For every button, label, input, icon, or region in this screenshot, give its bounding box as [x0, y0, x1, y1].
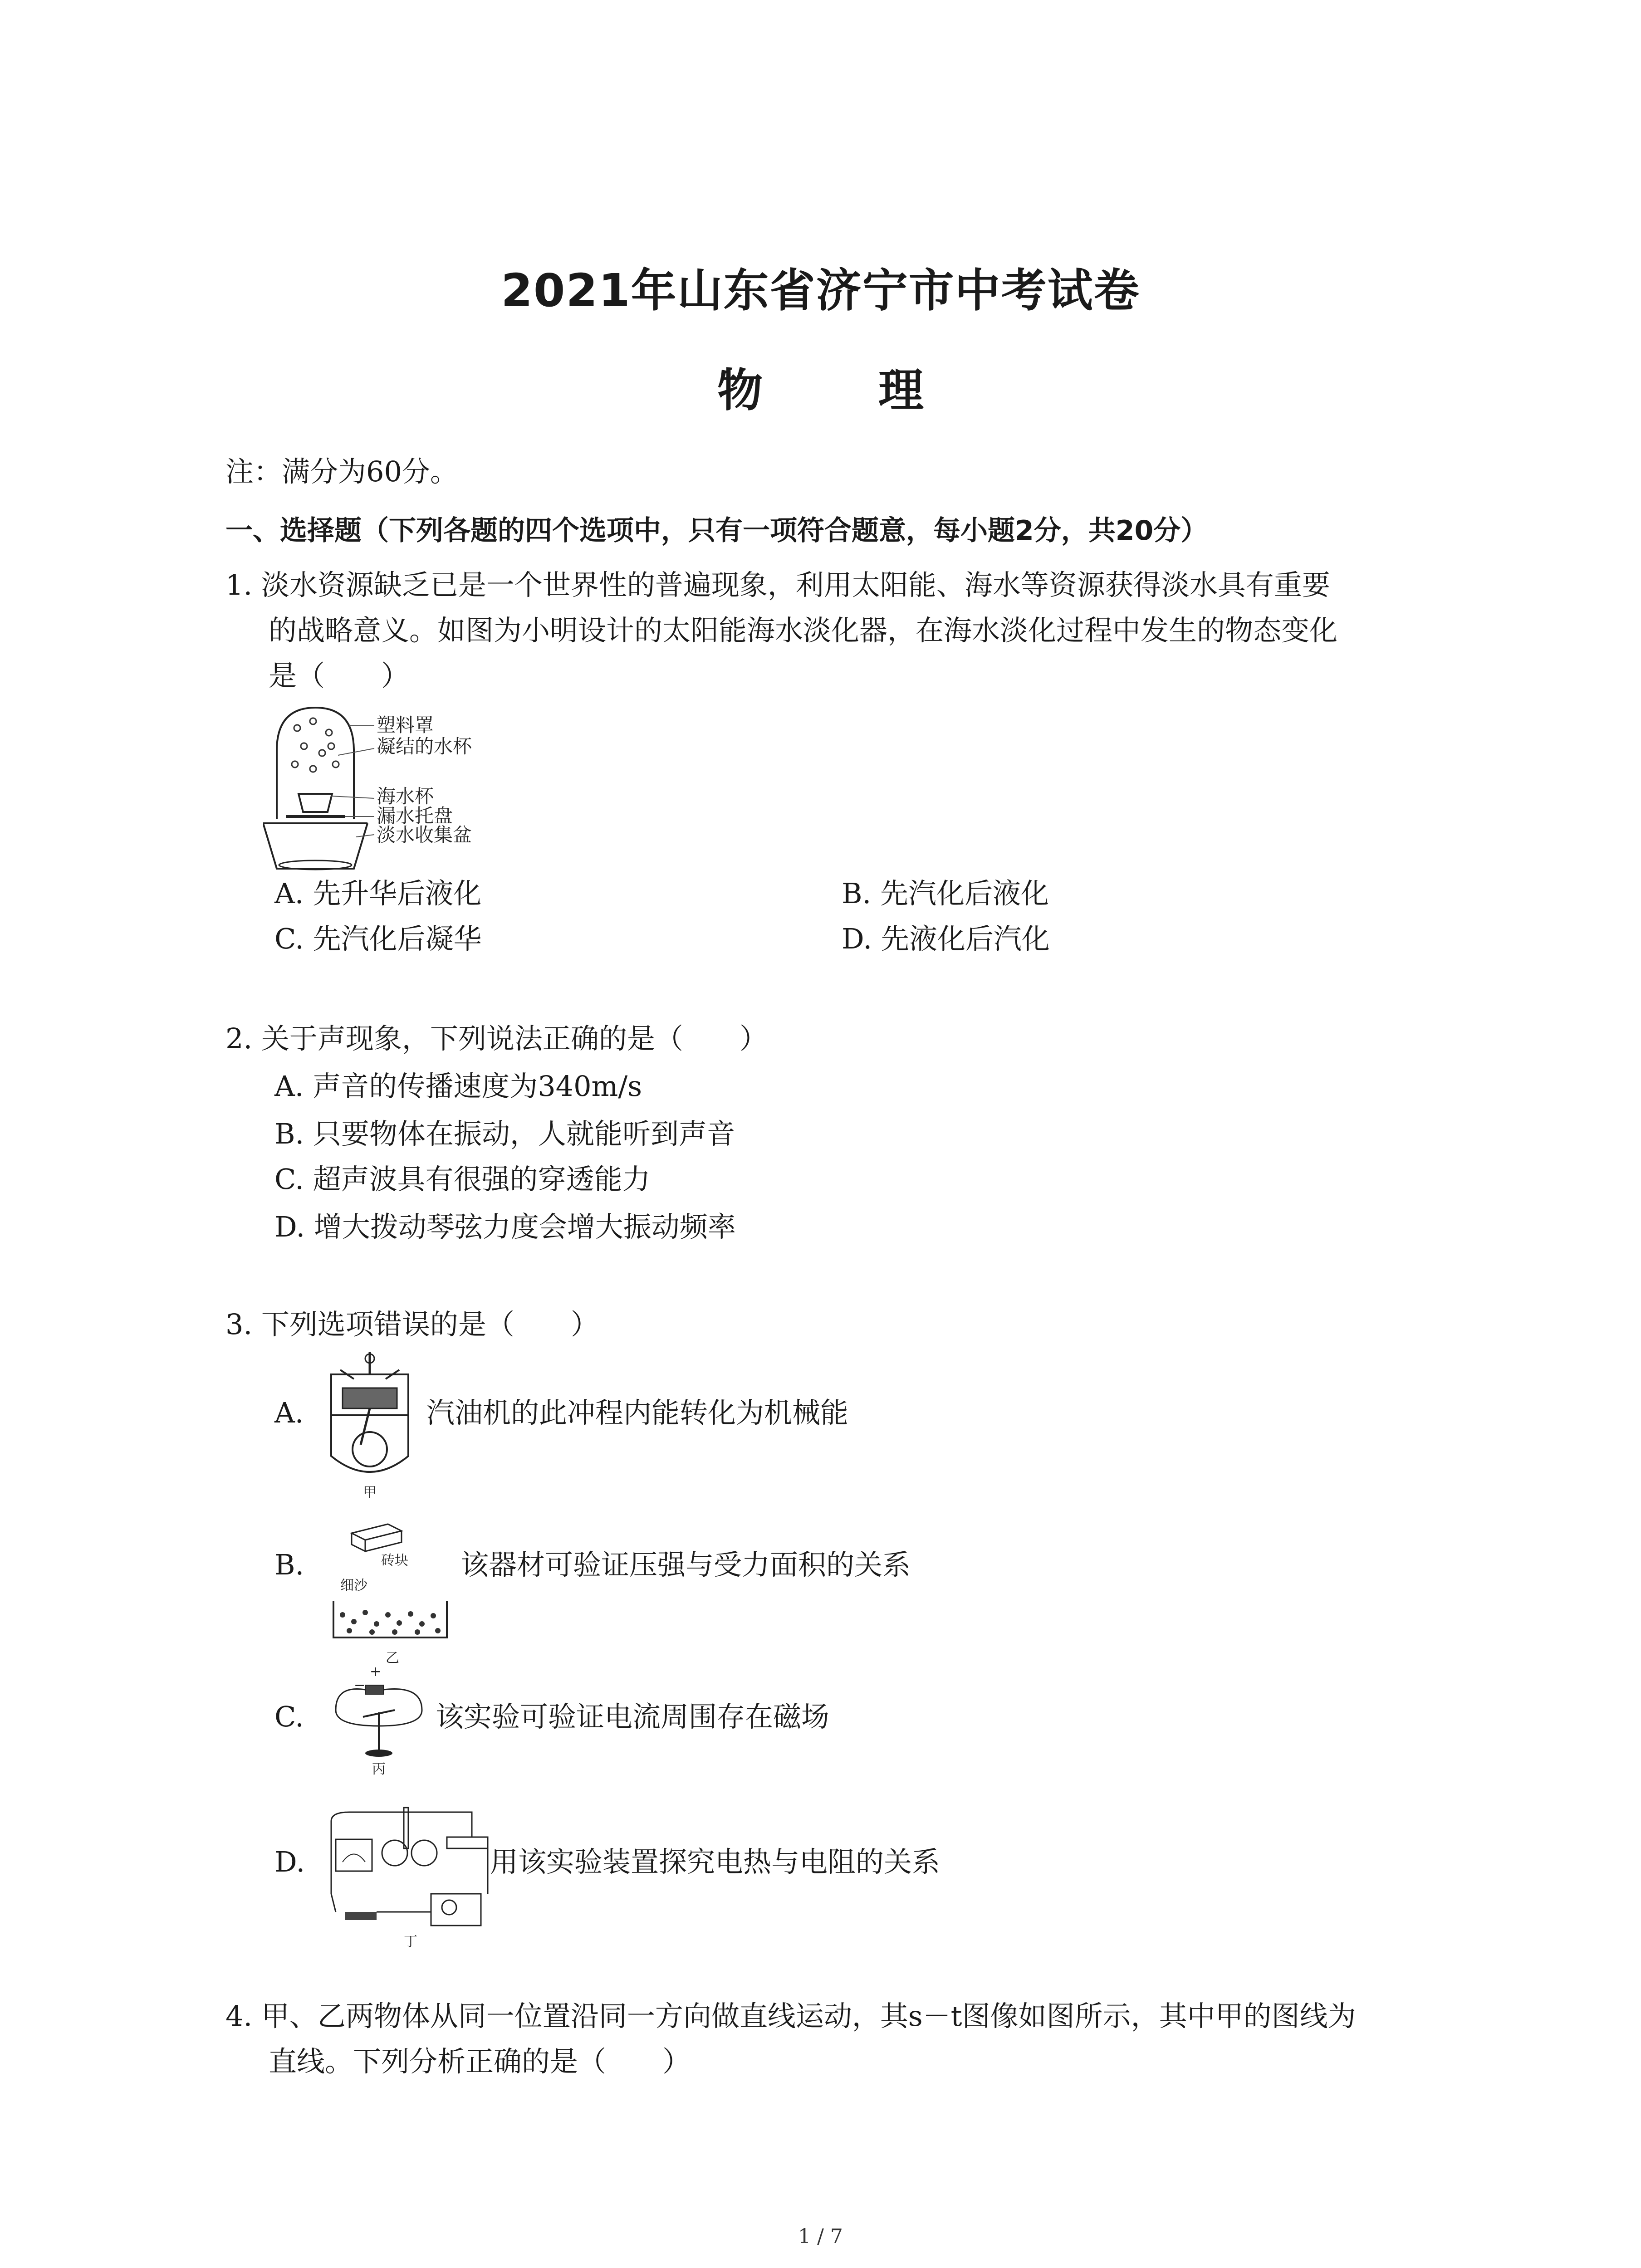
fig-label-condensing-cup: 凝结的水杯 — [377, 735, 472, 758]
q3-option-d-text: 用该实验装置探究电热与电阻的关系 — [490, 1845, 941, 1878]
q3-sand-brick-figure — [324, 1515, 456, 1665]
svg-text:−: − — [354, 1677, 366, 1693]
q2-option-d[interactable]: D. 增大拨动琴弦力度会增大振动频率 — [274, 1210, 736, 1243]
page-number: 1 / 7 — [798, 2225, 843, 2248]
fig-label-tray: 漏水托盘 — [377, 805, 453, 827]
q1-option-b[interactable]: B. 先汽化后液化 — [842, 877, 1049, 910]
q3b-brick-label: 砖块 — [381, 1553, 408, 1569]
q1-stem-line2: 的战略意义。如图为小明设计的太阳能海水淡化器，在海水淡化过程中发生的物态变化 — [269, 614, 1338, 647]
q1-desalination-figure — [263, 701, 508, 873]
q3d-fig-label: 丁 — [404, 1934, 417, 1950]
exam-title: 2021年山东省济宁市中考试卷 — [501, 264, 1140, 317]
q1-stem-line1: 1. 淡水资源缺乏已是一个世界性的普遍现象，利用太阳能、海水等资源获得淡水具有重要 — [225, 568, 1330, 601]
q3-engine-figure — [318, 1352, 426, 1501]
svg-text:+: + — [370, 1665, 382, 1680]
q2-option-b[interactable]: B. 只要物体在振动，人就能听到声音 — [274, 1117, 735, 1150]
q3-option-b-text: 该器材可验证压强与受力面积的关系 — [460, 1548, 911, 1581]
q3-joule-heating-figure — [322, 1803, 495, 1953]
q3-option-c-letter[interactable]: C. — [274, 1700, 304, 1733]
q3-option-b-letter[interactable]: B. — [274, 1548, 304, 1581]
q3-option-c-text: 该实验可验证电流周围存在磁场 — [436, 1700, 830, 1733]
fig-label-seawater-cup: 海水杯 — [377, 785, 434, 807]
q1-option-d[interactable]: D. 先液化后汽化 — [842, 922, 1050, 955]
section-heading: 一、选择题（下列各题的四个选项中，只有一项符合题意，每小题2分，共20分） — [225, 515, 1208, 547]
q2-option-c[interactable]: C. 超声波具有很强的穿透能力 — [274, 1163, 651, 1196]
q3-stem: 3. 下列选项错误的是（ ） — [225, 1308, 599, 1341]
q2-option-a[interactable]: A. 声音的传播速度为340m/s — [274, 1070, 642, 1103]
q3c-fig-label: 丙 — [372, 1761, 386, 1777]
q1-option-a[interactable]: A. 先升华后液化 — [274, 877, 482, 910]
q3-oersted-figure — [327, 1665, 431, 1778]
q3a-fig-label: 甲 — [363, 1485, 377, 1501]
fig-label-basin: 淡水收集盆 — [377, 824, 472, 846]
q1-option-c[interactable]: C. 先汽化后凝华 — [274, 922, 482, 955]
fig-label-cover: 塑料罩 — [377, 714, 434, 736]
q3b-fig-label: 乙 — [386, 1650, 399, 1665]
q3-option-d-letter[interactable]: D. — [274, 1845, 305, 1878]
score-note: 注：满分为60分。 — [225, 455, 458, 488]
q3-option-a-letter[interactable]: A. — [274, 1396, 304, 1429]
q4-stem-line2: 直线。下列分析正确的是（ ） — [269, 2045, 691, 2078]
subject-title: 物 理 — [717, 364, 974, 417]
q1-stem-line3: 是（ ） — [269, 659, 410, 692]
q3-option-a-text: 汽油机的此冲程内能转化为机械能 — [426, 1396, 849, 1429]
q4-stem-line1: 4. 甲、乙两物体从同一位置沿同一方向做直线运动，其s－t图像如图所示，其中甲的图线为 — [225, 1999, 1356, 2033]
q3b-sand-label: 细沙 — [340, 1578, 367, 1593]
q2-stem: 2. 关于声现象，下列说法正确的是（ ） — [225, 1022, 768, 1055]
